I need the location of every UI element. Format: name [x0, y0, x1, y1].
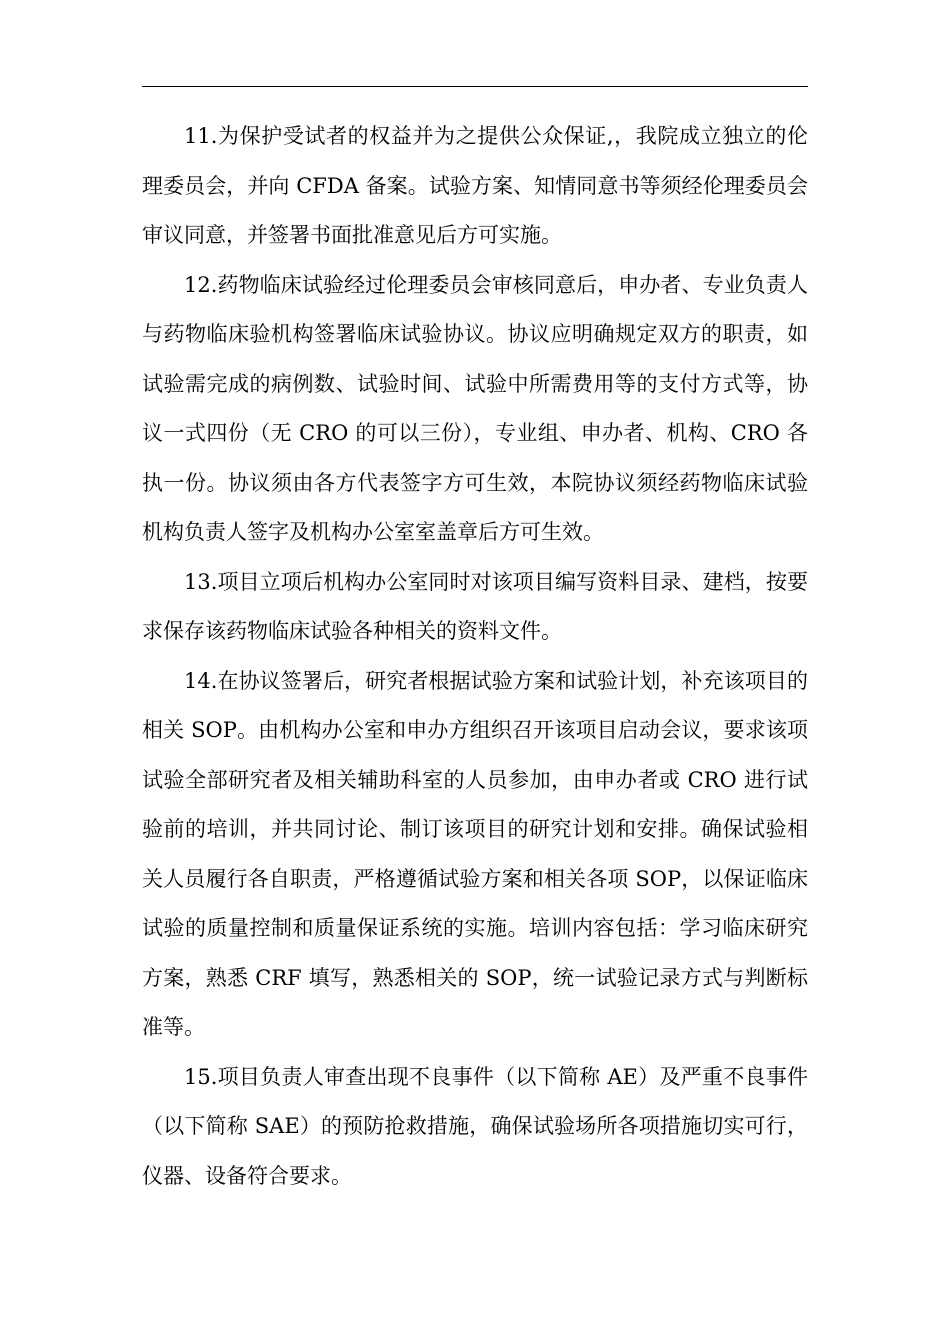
document-body — [142, 112, 808, 1201]
header-rule — [142, 86, 808, 87]
paragraph-15: 15.项目负责人审查出现不良事件（以下简称 AE）及严重不良事件（以下简称 SAE）的预防抢救措施，确保试验场所各项措施切实可行，仪器、设备符合要求。 — [142, 1064, 808, 1188]
paragraph-13: 13.项目立项后机构办公室同时对该项目编写资料目录、建档，按要求保存该药物临床试验各种相关的资料文件。 — [142, 569, 808, 643]
paragraph-11: 11.为保护受试者的权益并为之提供公众保证,，我院成立独立的伦理委员会，并向 CFDA 备案。试验方案、知情同意书等须经伦理委员会审议同意，并签署书面批准意见后方可实施。 — [142, 124, 808, 247]
paragraph-14: 14.在协议签署后，研究者根据试验方案和试验计划，补充该项目的相关 SOP。由机构办公室和申办方组织召开该项目启动会议，要求该项试验全部研究者及相关辅助科室的人员参加，由申办者或 CRO 进行试验前的培训，并共同讨论、制订该项目的研究计划和安排。确保试验相关人员履行各自职责，严格遵循试验方案和相关各项 SOP，以保证临床试验的质量控制和质量保证系统的实施。培训内容包括：学习临床研究方案，熟悉 CRF 填写，熟悉相关的 SOP，统一试验记录方式与判断标准等。 — [142, 668, 808, 1039]
paragraph-12: 12.药物临床试验经过伦理委员会审核同意后，申办者、专业负责人与药物临床验机构签署临床试验协议。协议应明确规定双方的职责，如试验需完成的病例数、试验时间、试验中所需费用等的支付方式等，协议一式四份（无 CRO 的可以三份），专业组、申办者、机构、CRO 各执一份。协议须由各方代表签字方可生效，本院协议须经药物临床试验机构负责人签字及机构办公室室盖章后方可生效。 — [142, 272, 808, 544]
